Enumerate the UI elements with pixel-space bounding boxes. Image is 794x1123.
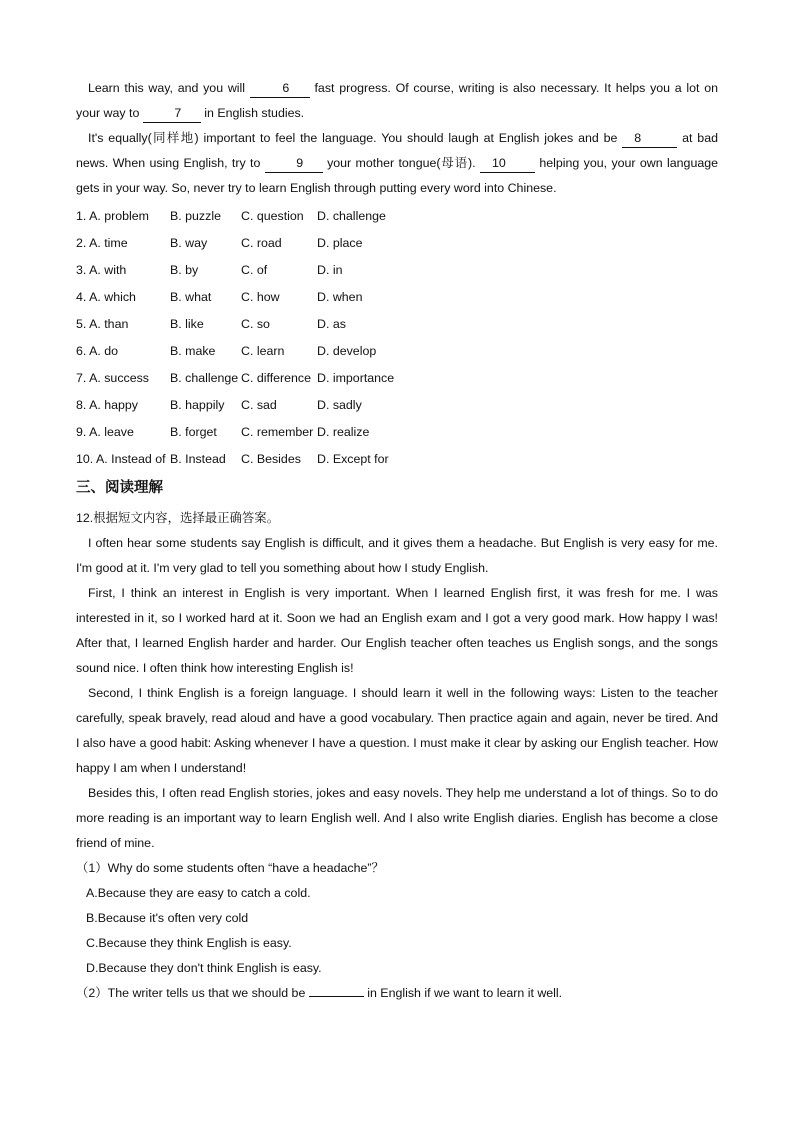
option-b[interactable]: B. forget (170, 424, 217, 439)
cloze-paragraph-1 (76, 76, 718, 126)
option-c[interactable]: C. learn (241, 343, 285, 358)
option-a[interactable]: 5. A. than (76, 316, 129, 331)
option-d[interactable]: D. realize (317, 424, 370, 439)
option-a[interactable]: 9. A. leave (76, 424, 134, 439)
question-1-choice-b[interactable]: B.Because it's often very cold (86, 911, 249, 925)
option-b[interactable]: B. what (170, 289, 212, 304)
blank-6[interactable]: 6 (250, 80, 310, 98)
option-row (76, 283, 718, 310)
option-d[interactable]: D. sadly (317, 397, 362, 412)
option-a[interactable]: 2. A. time (76, 235, 128, 250)
option-row (76, 445, 718, 472)
section-title: 三、阅读理解 (76, 480, 163, 496)
blank-9[interactable]: 9 (265, 155, 323, 173)
option-b[interactable]: B. by (170, 262, 199, 277)
reading-paragraph: Besides this, I often read English stories, jokes and easy novels. They help me understand a lot of things. So to do more reading is an important way to learn English well. And I also write English diaries. English has become a close friend of mine. (76, 786, 718, 850)
reading-paragraph: I often hear some students say English is difficult, and it gives them a headache. But English is very easy for me. I'm good at it. I'm very glad to tell you something about how I study English. (76, 536, 718, 575)
text: Learn this way, and you will (88, 81, 250, 95)
option-row (76, 337, 718, 364)
option-b[interactable]: B. Instead (170, 451, 226, 466)
document-body (76, 76, 718, 1006)
option-c[interactable]: C. remember (241, 424, 314, 439)
option-d[interactable]: D. Except for (317, 451, 389, 466)
text: （2）The writer tells us that we should be (76, 986, 309, 1000)
options-list (76, 202, 718, 472)
question-1-choice-c[interactable]: C.Because they think English is easy. (86, 936, 292, 950)
text: your mother tongue(母语). (322, 156, 480, 170)
option-row (76, 229, 718, 256)
option-c[interactable]: C. Besides (241, 451, 301, 466)
question-1-stem: （1）Why do some students often “have a headache”？ (76, 861, 384, 875)
option-a[interactable]: 3. A. with (76, 262, 127, 277)
text: in English studies. (200, 106, 305, 120)
reading-paragraph: First, I think an interest in English is very important. When I learned English first, it was fresh for me. I was interested in it, so I worked hard at it. Soon we had an English exam and I got a very good mark. How happy I was! After that, I learned English harder and harder. Our English teacher often teaches us English songs, and the songs sound nice. I often think how interesting English is! (76, 586, 718, 675)
text: helping you, your own language gets in your way. So, never try to learn English through putting every word into Chinese. (76, 156, 719, 195)
blank-8[interactable]: 8 (622, 130, 677, 148)
option-d[interactable]: D. when (317, 289, 363, 304)
option-a[interactable]: 4. A. which (76, 289, 136, 304)
option-b[interactable]: B. make (170, 343, 216, 358)
option-row (76, 256, 718, 283)
option-a[interactable]: 6. A. do (76, 343, 119, 358)
text: at bad news. When using English, try to (76, 131, 718, 170)
option-a[interactable]: 1. A. problem (76, 208, 150, 223)
option-c[interactable]: C. difference (241, 370, 312, 385)
text: in English if we want to learn it well. (363, 986, 563, 1000)
cloze-paragraph-2 (76, 126, 718, 201)
option-d[interactable]: D. develop (317, 343, 377, 358)
option-c[interactable]: C. how (241, 289, 280, 304)
option-d[interactable]: D. place (317, 235, 363, 250)
question-1-choice-a[interactable]: A.Because they are easy to catch a cold. (86, 886, 311, 900)
option-row (76, 418, 718, 445)
option-a[interactable]: 8. A. happy (76, 397, 139, 412)
text: fast progress. Of course, writing is also necessary. It helps you a lot on your way to (76, 81, 719, 120)
question-2-stem (76, 981, 718, 1006)
option-c[interactable]: C. sad (241, 397, 277, 412)
option-row (76, 364, 718, 391)
option-d[interactable]: D. importance (317, 370, 395, 385)
option-b[interactable]: B. way (170, 235, 208, 250)
instruction: 12.根据短文内容，选择最正确答案。 (76, 511, 280, 525)
option-c[interactable]: C. of (241, 262, 268, 277)
question-1-choice-d[interactable]: D.Because they don't think English is easy. (86, 961, 322, 975)
blank-10[interactable]: 10 (480, 155, 535, 173)
option-a[interactable]: 7. A. success (76, 370, 150, 385)
option-row (76, 310, 718, 337)
option-c[interactable]: C. road (241, 235, 282, 250)
option-a[interactable]: 10. A. Instead of (76, 451, 166, 466)
option-b[interactable]: B. like (170, 316, 204, 331)
option-d[interactable]: D. in (317, 262, 343, 277)
option-b[interactable]: B. challenge (170, 370, 239, 385)
option-c[interactable]: C. so (241, 316, 270, 331)
option-b[interactable]: B. happily (170, 397, 225, 412)
option-row (76, 202, 718, 229)
option-d[interactable]: D. challenge (317, 208, 386, 223)
question-2-blank[interactable] (309, 996, 364, 997)
option-row (76, 391, 718, 418)
blank-7[interactable]: 7 (143, 105, 201, 123)
text: It's equally(同样地) important to feel the language. You should laugh at English jokes and be (88, 131, 623, 145)
option-d[interactable]: D. as (317, 316, 346, 331)
option-b[interactable]: B. puzzle (170, 208, 221, 223)
option-c[interactable]: C. question (241, 208, 304, 223)
reading-paragraph: Second, I think English is a foreign language. I should learn it well in the following ways: Listen to the teacher carefully, speak bravely, read aloud and have a good vocabulary. Then practice again and again, never be tired. And I also have a good habit: Asking whenever I have a question. I must make it clear by asking our English teacher. How happy I am when I understand! (76, 686, 718, 775)
